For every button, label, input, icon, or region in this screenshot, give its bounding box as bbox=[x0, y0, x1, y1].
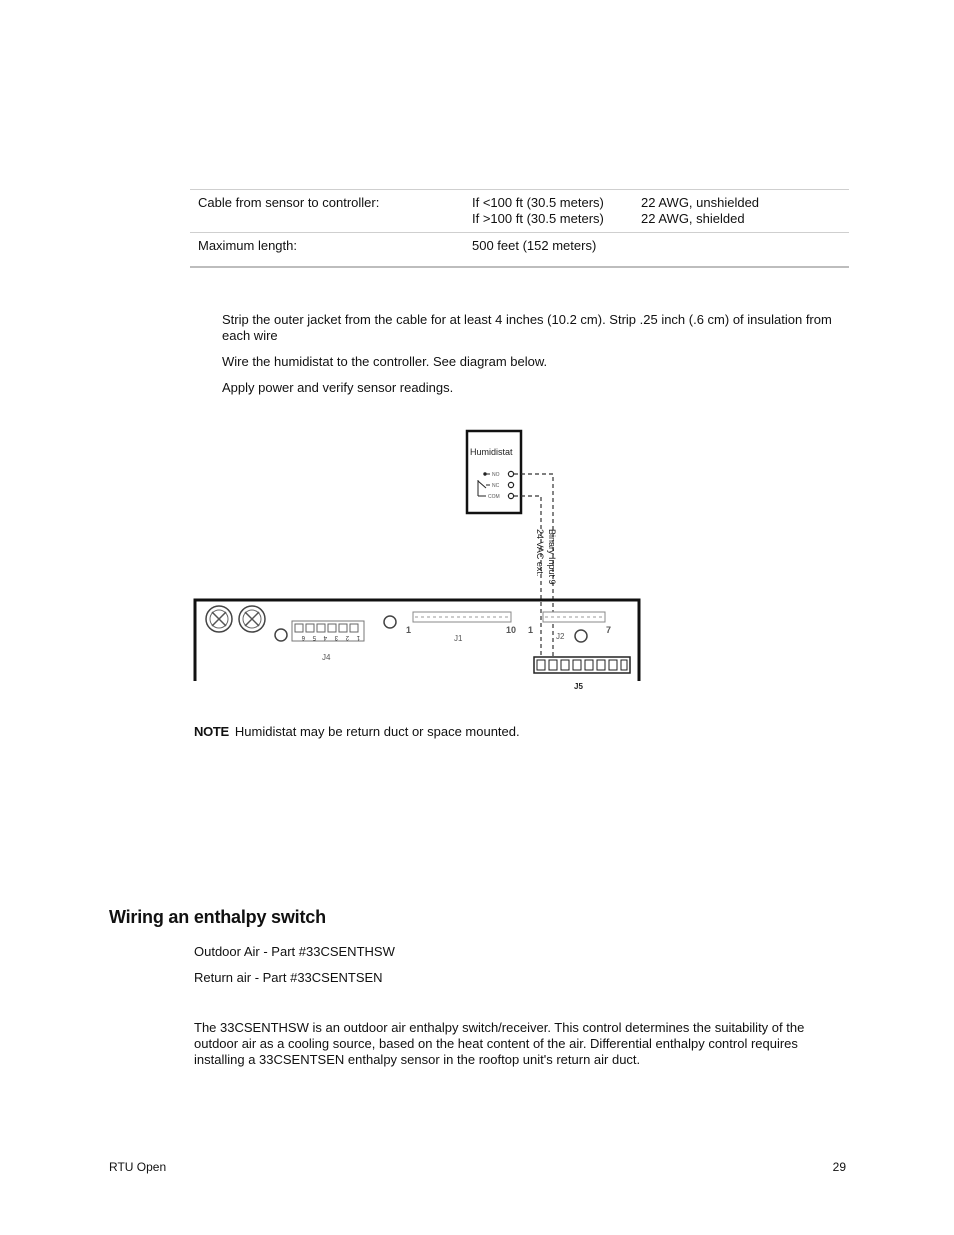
j1-start-label: 1 bbox=[406, 625, 412, 635]
humidistat-label: Humidistat bbox=[470, 447, 513, 457]
terminal-com-label: COM bbox=[488, 494, 500, 500]
terminal-nc bbox=[508, 482, 513, 487]
table-row bbox=[190, 190, 849, 233]
j2-label: J2 bbox=[556, 632, 565, 641]
condition-over-100: If >100 ft (30.5 meters) bbox=[472, 211, 604, 226]
24vac-ext-label: 24 VAC ext. bbox=[535, 529, 545, 577]
cable-label: Cable from sensor to controller: bbox=[198, 195, 380, 210]
terminal-no-label: NO bbox=[492, 472, 500, 478]
cable-spec-table bbox=[190, 189, 849, 268]
value-unshielded: 22 AWG, unshielded bbox=[641, 195, 760, 210]
table-row bbox=[190, 233, 849, 268]
step-1: Strip the outer jacket from the cable for at least 4 inches (10.2 cm). Strip .25 inch (.6 cm) of insulation from each wire bbox=[222, 312, 832, 343]
j1-end-label: 10 bbox=[506, 625, 517, 635]
section-heading: Wiring an enthalpy switch bbox=[109, 907, 326, 927]
screw-icon bbox=[206, 606, 232, 632]
mounting-hole-icon bbox=[384, 616, 396, 628]
j4-pin-numbers: 1 2 3 4 5 6 bbox=[298, 634, 360, 640]
terminal-nc-label: NC bbox=[492, 483, 500, 489]
condition-under-100: If <100 ft (30.5 meters) bbox=[472, 195, 604, 210]
j4-label: J4 bbox=[322, 653, 331, 662]
max-length-label: Maximum length: bbox=[198, 238, 297, 253]
terminal-no bbox=[508, 471, 513, 476]
value-shielded: 22 AWG, shielded bbox=[641, 211, 745, 226]
j1-label: J1 bbox=[454, 634, 463, 643]
max-length-value: 500 feet (152 meters) bbox=[472, 238, 597, 253]
footer-product-name: RTU Open bbox=[109, 1160, 167, 1174]
table-cell-value bbox=[633, 190, 849, 233]
table-cell-label bbox=[190, 233, 464, 268]
part-outdoor-air: Outdoor Air - Part #33CSENTHSW bbox=[194, 944, 395, 959]
page-number: 29 bbox=[832, 1160, 846, 1174]
step-3: Apply power and verify sensor readings. bbox=[222, 380, 454, 395]
table-cell-condition bbox=[464, 233, 849, 268]
j2-end-label: 7 bbox=[606, 625, 612, 635]
j5-label: J5 bbox=[574, 682, 583, 691]
humidistat-wiring-diagram bbox=[190, 425, 650, 695]
mounting-hole-icon bbox=[575, 630, 587, 642]
table-cell-condition bbox=[464, 190, 633, 233]
enthalpy-description: The 33CSENTHSW is an outdoor air enthalpy switch/receiver. This control determines the suitability of the outdoor air as a cooling source, based on the heat content of the air. Differential enthalpy control requires installing a 33CSENTSEN enthalpy sensor in the rooftop unit's return air duct. bbox=[194, 1020, 805, 1067]
mounting-hole-icon bbox=[275, 629, 287, 641]
part-return-air: Return air - Part #33CSENTSEN bbox=[194, 970, 383, 985]
note bbox=[194, 724, 834, 740]
note-text: Humidistat may be return duct or space mounted. bbox=[234, 724, 520, 739]
screw-icon bbox=[239, 606, 265, 632]
j2-start-label: 1 bbox=[528, 625, 534, 635]
step-2: Wire the humidistat to the controller. See diagram below. bbox=[222, 354, 548, 369]
table-cell-label bbox=[190, 190, 464, 233]
terminal-com bbox=[508, 493, 513, 498]
note-label: NOTE bbox=[194, 724, 229, 739]
binary-input-9-label: Binary Input 9 bbox=[547, 529, 557, 585]
